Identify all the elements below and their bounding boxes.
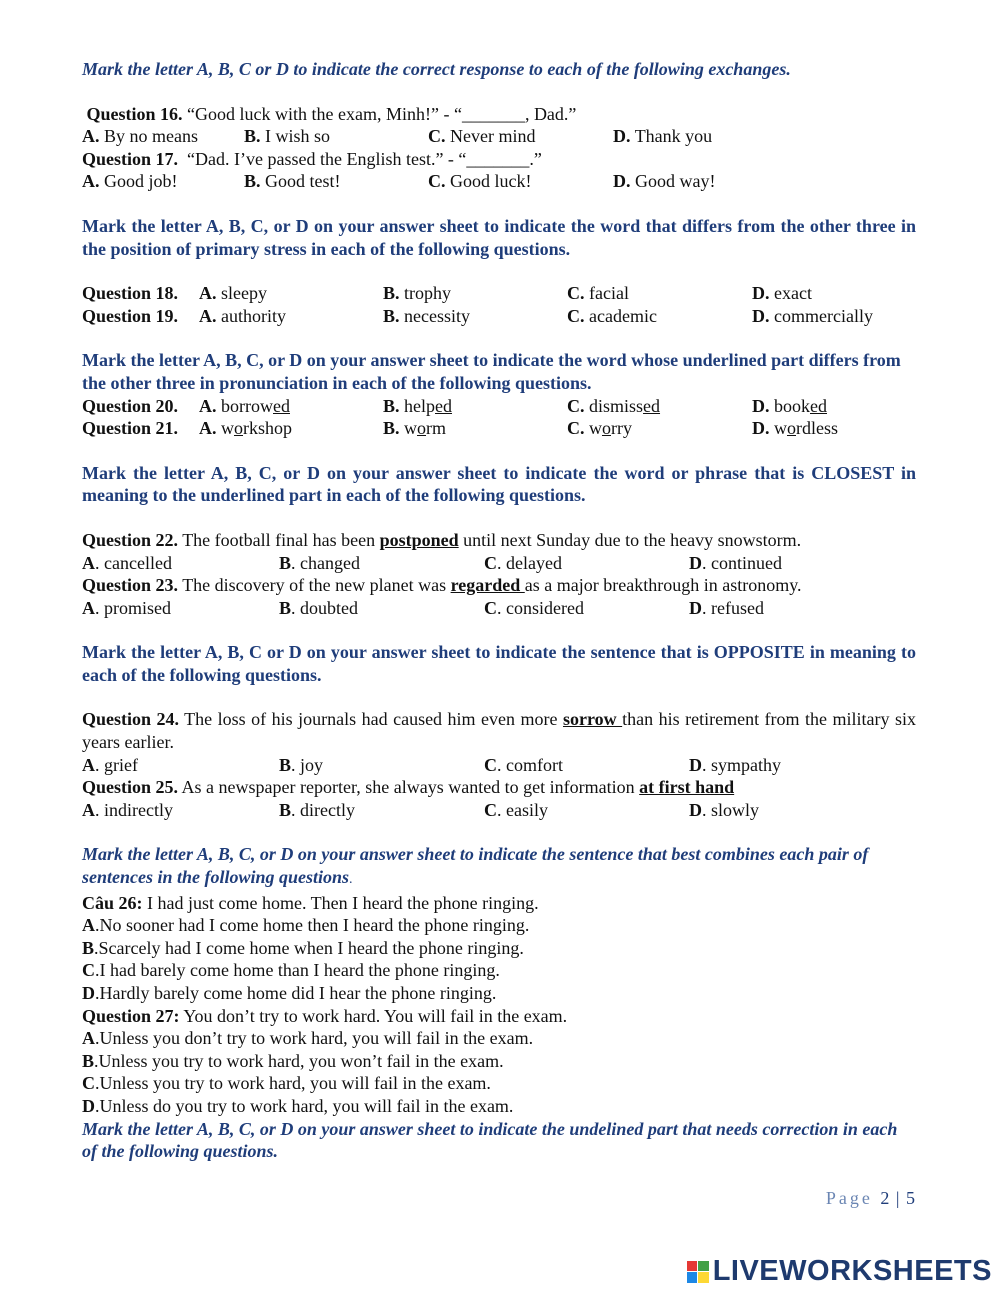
option-b[interactable]: B. worm: [383, 418, 447, 439]
option-b[interactable]: B. doubted: [279, 597, 359, 618]
section-instruction-exchanges: Mark the letter A, B, C or D to indicate the correct response to each of the following exchanges.: [82, 59, 791, 79]
question-21: Question 21. A. workshop B. worm C. worry D. wordless: [82, 418, 838, 439]
option-b[interactable]: B. I wish so: [244, 126, 331, 147]
section-instruction-pronunciation: Mark the letter A, B, C, or D on your answer sheet to indicate the word whose underlined part differs from the other three in pronunciation in each of the following questions.: [82, 350, 901, 393]
question-16-options: [82, 125, 916, 148]
question-23-options: [82, 597, 916, 620]
option-b[interactable]: B. trophy: [383, 283, 452, 304]
question-25-options: [82, 799, 916, 822]
option-c[interactable]: C. considered: [484, 597, 584, 618]
option-b[interactable]: B. helped: [383, 395, 453, 416]
option-c[interactable]: C. Never mind: [428, 126, 536, 147]
option-c[interactable]: C. easily: [484, 799, 548, 820]
question-24: Question 24. The loss of his journals had caused him even more sorrow than his retirement from the military six years earlier.: [82, 709, 917, 753]
option-b[interactable]: B. necessity: [383, 305, 470, 326]
question-26: Câu 26: I had just come home. Then I heard the phone ringing.: [82, 892, 539, 913]
question-25: Question 25. As a newspaper reporter, she always wanted to get information at first hand: [82, 777, 735, 798]
option-a[interactable]: A. By no means: [82, 126, 198, 147]
option-a[interactable]: A. Good job!: [82, 171, 178, 192]
section-instruction-closest-meaning: Mark the letter A, B, C, or D on your answer sheet to indicate the word or phrase that is CLOSEST in meaning to the underlined part in each of the following questions.: [82, 462, 916, 506]
liveworksheets-logo-text: LIVEWORKSHEETS: [712, 1255, 992, 1287]
question-27-option-b[interactable]: B.Unless you try to work hard, you won’t fail in the exam.: [82, 1050, 504, 1071]
question-16: Question 16. “Good luck with the exam, Minh!” - “_______, Dad.”: [86, 103, 577, 124]
section-instruction-combine-sentences: Mark the letter A, B, C, or D on your answer sheet to indicate the sentence that best combines each pair of sentences in the following questions.: [82, 844, 869, 888]
question-22-options: [82, 552, 916, 575]
option-a[interactable]: A. indirectly: [82, 799, 173, 820]
question-26-option-d[interactable]: D.Hardly barely come home did I hear the phone ringing.: [82, 983, 497, 1003]
option-d[interactable]: D. exact: [752, 283, 812, 304]
option-c[interactable]: C. comfort: [484, 754, 563, 775]
question-27-option-d[interactable]: D.Unless do you try to work hard, you will fail in the exam.: [82, 1095, 514, 1116]
option-c[interactable]: C. worry: [567, 418, 632, 439]
question-17: Question 17. “Dad. I’ve passed the English test.” - “_______.”: [82, 148, 542, 169]
option-d[interactable]: D. slowly: [689, 799, 760, 820]
worksheet-page: [82, 58, 916, 1163]
option-a[interactable]: A. authority: [199, 305, 286, 326]
page-footer: Page 2 | 5: [825, 1188, 916, 1208]
option-d[interactable]: D. booked: [752, 395, 827, 416]
question-26-option-c[interactable]: C.I had barely come home than I heard the phone ringing.: [82, 960, 500, 981]
option-b[interactable]: B. changed: [279, 552, 360, 573]
option-d[interactable]: D. commercially: [752, 305, 873, 326]
option-d[interactable]: D. refused: [689, 597, 764, 618]
liveworksheets-logo: [687, 1255, 992, 1288]
option-b[interactable]: B. Good test!: [244, 171, 341, 192]
option-c[interactable]: C. academic: [567, 305, 657, 326]
question-27-option-a[interactable]: A.Unless you don’t try to work hard, you will fail in the exam.: [82, 1028, 534, 1049]
section-instruction-stress: Mark the letter A, B, C, or D on your answer sheet to indicate the word that differs from the other three in the position of primary stress in each of the following questions.: [82, 215, 916, 259]
option-c[interactable]: C. Good luck!: [428, 171, 532, 192]
liveworksheets-logo-icon: [687, 1261, 709, 1283]
question-18: Question 18. A. sleepy B. trophy C. facial D. exact: [82, 283, 812, 304]
question-22: Question 22. The football final has been postponed until next Sunday due to the heavy snowstorm.: [82, 529, 802, 550]
option-c[interactable]: C. facial: [567, 283, 629, 304]
option-a[interactable]: A. promised: [82, 597, 171, 618]
option-d[interactable]: D. continued: [689, 552, 782, 573]
option-c[interactable]: C. delayed: [484, 552, 562, 573]
question-27: Question 27: You don’t try to work hard. You will fail in the exam.: [82, 1005, 568, 1026]
section-instruction-opposite-meaning: Mark the letter A, B, C or D on your answer sheet to indicate the sentence that is OPPOSITE in meaning to each of the following questions.: [82, 642, 916, 685]
option-b[interactable]: B. directly: [279, 799, 355, 820]
question-27-option-c[interactable]: C.Unless you try to work hard, you will fail in the exam.: [82, 1073, 491, 1094]
question-26-option-b[interactable]: B.Scarcely had I come home when I heard the phone ringing.: [82, 937, 524, 958]
section-instruction-error-correction: Mark the letter A, B, C, or D on your answer sheet to indicate the undelined part that needs correction in each of the following questions.: [82, 1118, 898, 1162]
option-d[interactable]: D. sympathy: [689, 754, 781, 775]
option-a[interactable]: A. grief: [82, 754, 138, 775]
option-a[interactable]: A. borrowed: [199, 395, 290, 416]
question-23: Question 23. The discovery of the new planet was regarded as a major breakthrough in astronomy.: [82, 575, 802, 596]
option-d[interactable]: D. wordless: [752, 418, 838, 439]
option-b[interactable]: B. joy: [279, 754, 324, 775]
question-17-options: [82, 170, 916, 193]
option-d[interactable]: D. Good way!: [613, 171, 716, 192]
question-26-option-a[interactable]: A.No sooner had I come home then I heard the phone ringing.: [82, 915, 530, 936]
option-a[interactable]: A. workshop: [199, 418, 292, 439]
option-a[interactable]: A. cancelled: [82, 552, 172, 573]
option-d[interactable]: D. Thank you: [613, 126, 713, 147]
question-20: Question 20. A. borrowed B. helped C. dismissed D. booked: [82, 395, 827, 416]
option-a[interactable]: A. sleepy: [199, 283, 267, 304]
question-24-options: [82, 754, 916, 777]
question-19: Question 19. A. authority B. necessity C. academic D. commercially: [82, 305, 873, 326]
option-c[interactable]: C. dismissed: [567, 395, 661, 416]
